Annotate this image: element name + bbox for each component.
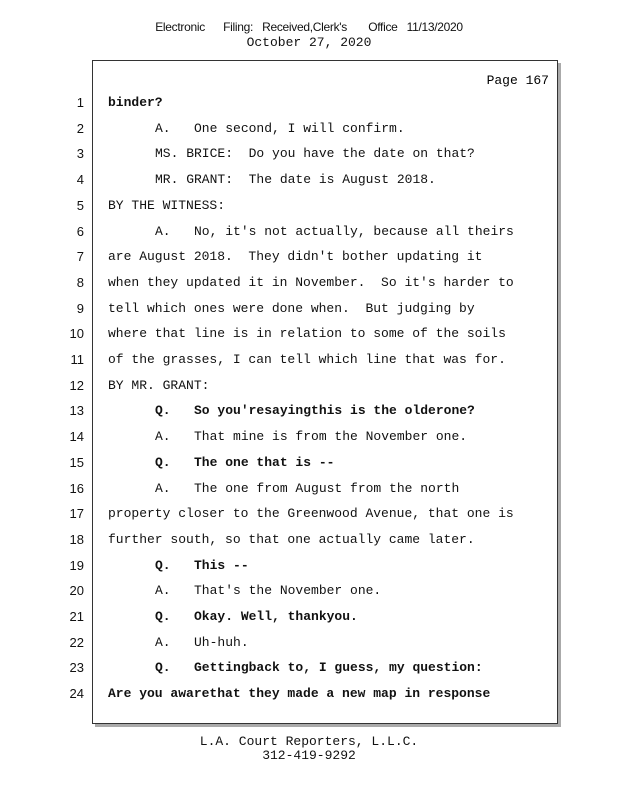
deposition-date: October 27, 2020	[246, 35, 372, 50]
transcript-line: Are you awarethat they made a new map in response	[108, 686, 491, 701]
line-number: 6	[76, 224, 84, 239]
transcript-line: Q. Gettingback to, I guess, my question:	[155, 660, 483, 675]
line-number: 5	[76, 198, 84, 213]
line-number: 7	[76, 249, 84, 264]
line-number: 24	[69, 686, 84, 701]
transcript-line: A. The one from August from the north	[155, 481, 460, 496]
line-number: 19	[69, 558, 84, 573]
reporter-phone: 312-419-9292	[262, 748, 356, 763]
transcript-line: when they updated it in November. So it's harder to	[108, 275, 514, 290]
line-number: 3	[76, 146, 84, 161]
line-number: 10	[69, 326, 84, 341]
transcript-line: Q. So you'resayingthis is the olderone?	[155, 403, 475, 418]
transcript-line: MS. BRICE: Do you have the date on that?	[155, 146, 475, 161]
transcript-line: MR. GRANT: The date is August 2018.	[155, 172, 436, 187]
line-number: 1	[76, 95, 84, 110]
line-number: 13	[69, 403, 84, 418]
transcript-line: Q. This --	[155, 558, 249, 573]
transcript-line: A. That's the November one.	[155, 583, 382, 598]
transcript-line: Q. Okay. Well, thankyou.	[155, 609, 358, 624]
transcript-line: BY MR. GRANT:	[108, 378, 210, 393]
line-number: 2	[76, 121, 84, 136]
page-number: Page 167	[486, 73, 549, 88]
line-number: 22	[69, 635, 84, 650]
line-number: 4	[76, 172, 84, 187]
line-number: 8	[76, 275, 84, 290]
filing-stamp: Electronic Filing: Received,Clerk's Office 11/13/2020	[155, 20, 463, 34]
transcript-line: binder?	[108, 95, 163, 110]
transcript-line: tell which ones were done when. But judging by	[108, 301, 475, 316]
line-number: 11	[70, 352, 84, 367]
line-number: 9	[76, 301, 84, 316]
transcript-line: further south, so that one actually came later.	[108, 532, 475, 547]
line-number: 21	[69, 609, 84, 624]
transcript-line: property closer to the Greenwood Avenue, that one is	[108, 506, 514, 521]
line-number: 14	[69, 429, 84, 444]
transcript-line: where that line is in relation to some of the soils	[108, 326, 506, 341]
transcript-line: are August 2018. They didn't bother updating it	[108, 249, 483, 264]
transcript-line: BY THE WITNESS:	[108, 198, 226, 213]
line-number: 12	[69, 378, 84, 393]
line-number: 23	[69, 660, 84, 675]
line-number: 20	[69, 583, 84, 598]
transcript-line: Q. The one that is --	[155, 455, 335, 470]
transcript-line: of the grasses, I can tell which line that was for.	[108, 352, 506, 367]
line-number: 18	[69, 532, 84, 547]
transcript-line: A. Uh-huh.	[155, 635, 249, 650]
transcript-line: A. No, it's not actually, because all theirs	[155, 224, 514, 239]
reporter-company: L.A. Court Reporters, L.L.C.	[199, 734, 419, 749]
transcript-line: A. That mine is from the November one.	[155, 429, 468, 444]
line-number: 16	[69, 481, 84, 496]
transcript-line: A. One second, I will confirm.	[155, 121, 405, 136]
line-number: 17	[69, 506, 84, 521]
line-number: 15	[69, 455, 84, 470]
